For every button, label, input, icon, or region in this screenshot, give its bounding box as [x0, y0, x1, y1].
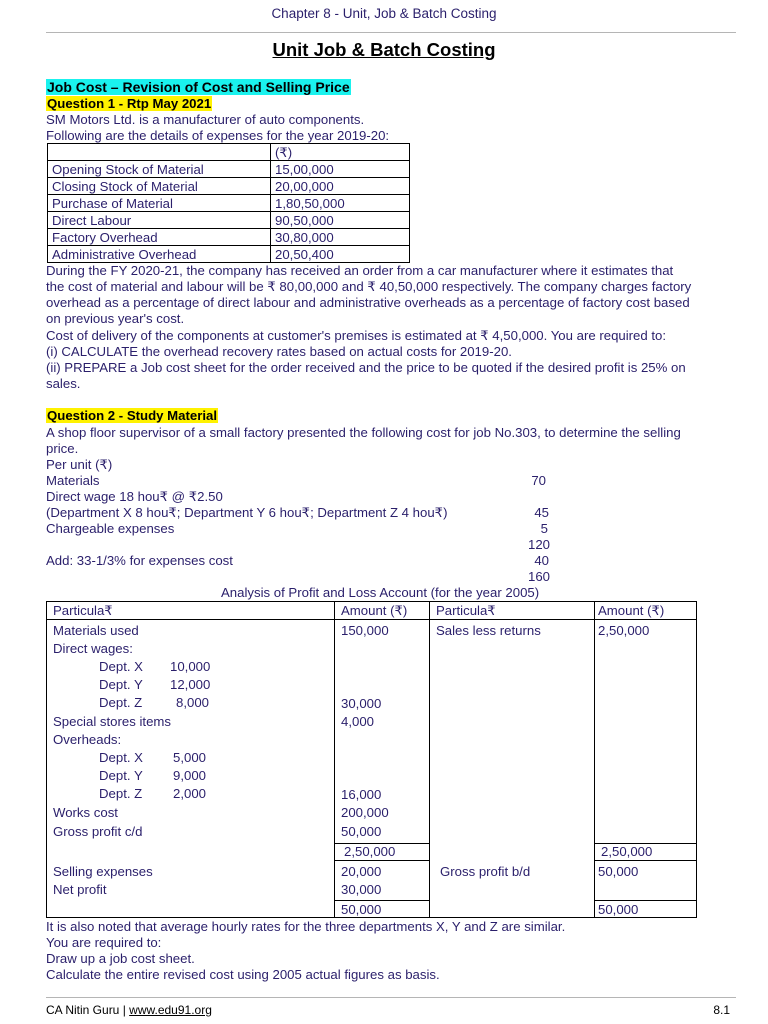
footer-site-link[interactable]: www.edu91.org — [129, 1003, 212, 1017]
pl-total: 50,000 — [341, 902, 382, 917]
q1-para-line: During the FY 2020-21, the company has received an order from a car manufacturer where it estimates that — [46, 263, 674, 278]
row-value: 1,80,50,000 — [271, 195, 410, 212]
q2-closing-line: Draw up a job cost sheet. — [46, 951, 195, 966]
q2-intro-2: price. — [46, 441, 79, 456]
row-label: Purchase of Material — [48, 195, 271, 212]
pl-item: Gross profit c/d — [53, 824, 143, 839]
row-value: 15,00,000 — [271, 161, 410, 178]
pl-dept-amount: 8,000 — [176, 695, 210, 710]
pl-title: Analysis of Profit and Loss Account (for the year 2005) — [221, 585, 540, 600]
footer-divider — [46, 997, 736, 998]
pl-amount: 30,000 — [341, 696, 382, 711]
cost-line-label: Chargeable expenses — [46, 521, 175, 536]
q1-para-line: overhead as a percentage of direct labour and administrative overheads as a percentage of factory cost based — [46, 295, 690, 310]
pl-item: Works cost — [53, 805, 118, 820]
pl-header: Amount (₹) — [598, 603, 665, 618]
cost-line-value: 40 — [534, 553, 549, 568]
pl-dept: Dept. Z — [99, 786, 143, 801]
pl-header: Amount (₹) — [341, 603, 408, 618]
page-title: Unit Job & Batch Costing — [272, 39, 496, 60]
pl-amount: 150,000 — [341, 623, 389, 638]
table-row — [48, 195, 410, 212]
q1-para-line: (ii) PREPARE a Job cost sheet for the order received and the price to be quoted if the desired profit is 25% on — [46, 360, 686, 375]
pl-dept: Dept. Y — [99, 768, 143, 783]
pl-amount: 2,50,000 — [598, 623, 650, 638]
pl-item: Special stores items — [53, 714, 171, 729]
table-row — [48, 229, 410, 246]
pl-amount: 30,000 — [341, 882, 382, 897]
q1-intro-2: Following are the details of expenses for the year 2019-20: — [46, 128, 390, 143]
row-value: 30,80,000 — [271, 229, 410, 246]
pl-amount: 50,000 — [341, 824, 382, 839]
pl-dept-amount: 5,000 — [173, 750, 207, 765]
pl-item: Gross profit b/d — [440, 864, 531, 879]
pl-dept: Dept. X — [99, 750, 143, 765]
table-row — [48, 212, 410, 229]
pl-dept-amount: 9,000 — [173, 768, 207, 783]
pl-amount: 20,000 — [341, 864, 382, 879]
pl-total: 50,000 — [598, 902, 639, 917]
profit-loss-table — [46, 601, 697, 918]
q2-closing-line: Calculate the entire revised cost using 2005 actual figures as basis. — [46, 967, 440, 982]
pl-amount: 16,000 — [341, 787, 382, 802]
table-header-currency: (₹) — [271, 144, 410, 161]
table-row — [48, 178, 410, 195]
cost-line-label: Direct wage 18 hou₹ @ ₹2.50 — [46, 489, 223, 504]
pl-item: Materials used — [53, 623, 139, 638]
cost-line-value: 5 — [540, 521, 548, 536]
pl-amount: 200,000 — [341, 805, 389, 820]
row-value: 90,50,000 — [271, 212, 410, 229]
pl-header: Particula₹ — [53, 603, 113, 618]
pl-dept-amount: 12,000 — [170, 677, 211, 692]
chapter-header: Chapter 8 - Unit, Job & Batch Costing — [271, 6, 497, 21]
pl-amount: 4,000 — [341, 714, 375, 729]
cost-line-value: 45 — [534, 505, 549, 520]
row-label: Direct Labour — [48, 212, 271, 229]
cost-line-label: Materials — [46, 473, 100, 488]
row-value: 20,50,400 — [271, 246, 410, 263]
pl-dept: Dept. Y — [99, 677, 143, 692]
table-row — [48, 144, 410, 161]
pl-dept: Dept. X — [99, 659, 143, 674]
pl-dept: Dept. Z — [99, 695, 143, 710]
row-label: Opening Stock of Material — [48, 161, 271, 178]
header-divider — [46, 32, 736, 33]
cost-line-label: Add: 33-1/3% for expenses cost — [46, 553, 233, 568]
pl-item: Direct wages: — [53, 641, 133, 656]
pl-total: 2,50,000 — [601, 844, 653, 859]
pl-item: Sales less returns — [436, 623, 541, 638]
page-number: 8.1 — [713, 1003, 730, 1017]
pl-total: 2,50,000 — [344, 844, 396, 859]
expenses-table — [47, 143, 410, 263]
row-label: Factory Overhead — [48, 229, 271, 246]
pl-amount: 50,000 — [598, 864, 639, 879]
pl-dept-amount: 10,000 — [170, 659, 211, 674]
pl-item: Overheads: — [53, 732, 122, 747]
q1-para-line: (i) CALCULATE the overhead recovery rates based on actual costs for 2019-20. — [46, 344, 512, 359]
q1-para-line: sales. — [46, 376, 81, 391]
pl-header: Particula₹ — [436, 603, 496, 618]
row-value: 20,00,000 — [271, 178, 410, 195]
pl-item: Selling expenses — [53, 864, 153, 879]
footer-author: CA Nitin Guru | — [46, 1003, 130, 1017]
q1-para-line: Cost of delivery of the components at customer's premises is estimated at ₹ 4,50,000. You are required to: — [46, 328, 667, 343]
cost-line-value: 120 — [527, 537, 550, 552]
q1-intro-1: SM Motors Ltd. is a manufacturer of auto components. — [46, 112, 365, 127]
row-label: Administrative Overhead — [48, 246, 271, 263]
question-2-heading: Question 2 - Study Material — [47, 408, 218, 423]
cost-line-value: 70 — [531, 473, 546, 488]
q2-closing-line: It is also noted that average hourly rates for the three departments X, Y and Z are similar. — [46, 919, 566, 934]
q1-para-line: the cost of material and labour will be ₹ 80,00,000 and ₹ 40,50,000 respectively. The company charges factory — [46, 279, 692, 294]
q1-para-line: on previous year's cost. — [46, 311, 185, 326]
section-heading: Job Cost – Revision of Cost and Selling Price — [47, 79, 350, 95]
table-row — [48, 246, 410, 263]
row-label: Closing Stock of Material — [48, 178, 271, 195]
q2-closing-line: You are required to: — [46, 935, 162, 950]
pl-item: Net profit — [53, 882, 107, 897]
table-row — [48, 161, 410, 178]
pl-dept-amount: 2,000 — [173, 786, 207, 801]
cost-line-label: (Department X 8 hou₹; Department Y 6 hou₹; Department Z 4 hou₹) — [46, 505, 448, 520]
cost-line-value: 160 — [527, 569, 550, 584]
per-unit-label: Per unit (₹) — [46, 457, 113, 472]
question-1-heading: Question 1 - Rtp May 2021 — [47, 96, 212, 111]
footer-credit — [46, 1003, 212, 1017]
q2-intro-1: A shop floor supervisor of a small factory presented the following cost for job No.303, to determine the selling — [46, 425, 681, 440]
